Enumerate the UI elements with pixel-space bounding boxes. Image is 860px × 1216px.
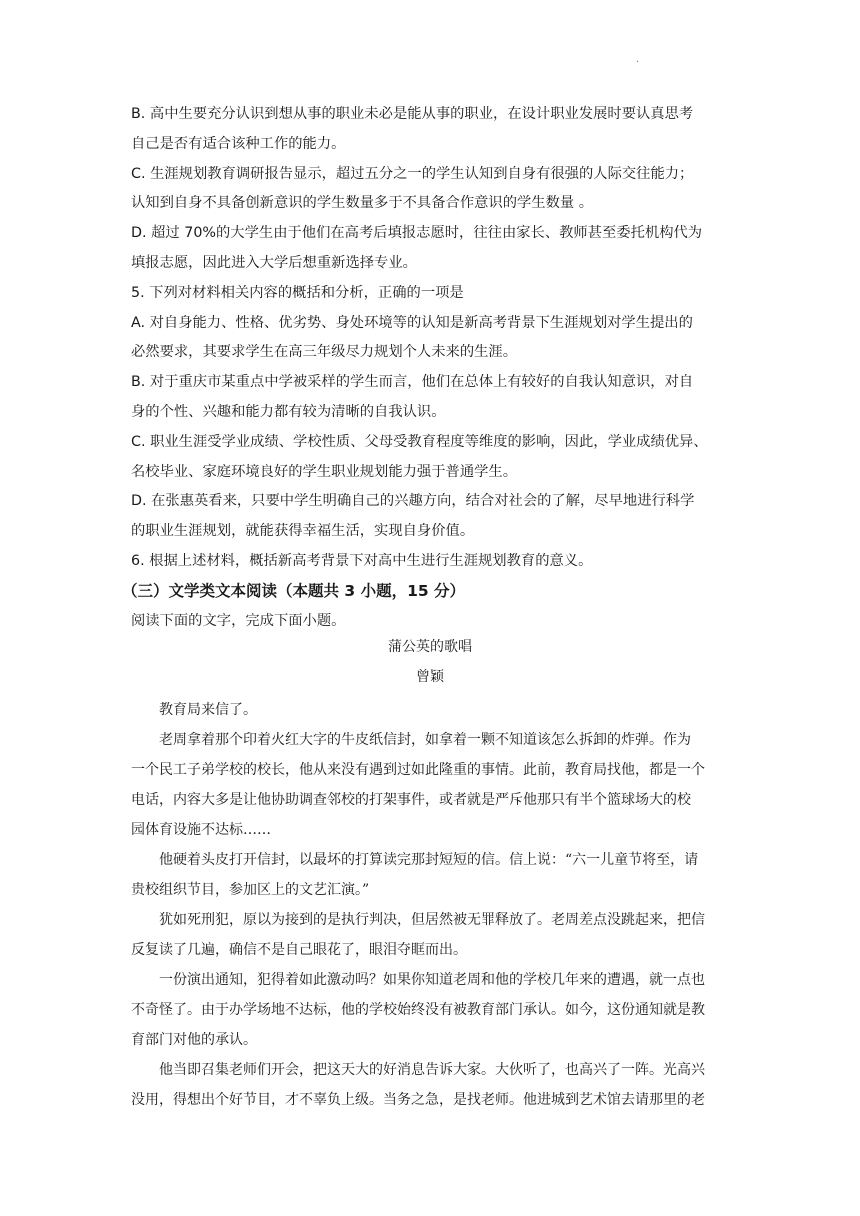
option-b4-line2: 自己是否有适合该种工作的能力。 (131, 135, 346, 152)
option-a5-line1: A. 对自身能力、性格、优劣势、身处环境等的认知是新高考背景下生涯规划对学生提出的 (131, 314, 693, 331)
story-paragraph-3-line-2: 贵校组织节目，参加区上的文艺汇演。” (131, 882, 370, 898)
header-dot: . (636, 54, 640, 65)
story-paragraph-2-line-3: 电话，内容大多是让他协助调查邻校的打架事件，或者就是严斥他那只有半个篮球场大的校 (131, 792, 691, 808)
story-paragraph-2-line-2: 一个民工子弟学校的校长，他从来没有遇到过如此隆重的事情。此前，教育局找他，都是一个 (131, 762, 705, 778)
option-d5-line2: 的职业生涯规划，就能获得幸福生活，实现自身价值。 (131, 523, 475, 540)
story-paragraph-3-line-1: 他硬着头皮打开信封，以最坏的打算读完那封短短的信。信上说：“六一儿童节将至，请 (159, 852, 699, 868)
story-author: 曾颖 (416, 669, 444, 685)
option-a5-line2: 必然要求，其要求学生在高三年级尽力规划个人未来的生涯。 (131, 344, 518, 361)
story-paragraph-5-line-3: 育部门对他的承认。 (131, 1032, 257, 1048)
story-paragraph-1-line-1: 教育局来信了。 (159, 702, 257, 718)
question-6: 6. 根据上述材料，概括新高考背景下对高中生进行生涯规划教育的意义。 (131, 552, 593, 569)
option-b5-line2: 身的个性、兴趣和能力都有较为清晰的自我认识。 (131, 403, 446, 420)
story-paragraph-6-line-2: 没用，得想出个好节目，才不辜负上级。当务之急，是找老师。他进城到艺术馆去请那里的老 (131, 1092, 705, 1108)
story-title: 蒲公英的歌唱 (388, 639, 472, 655)
option-d5-line1: D. 在张惠英看来，只要中学生明确自己的兴趣方向，结合对社会的了解，尽早地进行科学 (131, 493, 695, 510)
question-block (122, 100, 731, 636)
option-b5-line1: B. 对于重庆市某重点中学被采样的学生而言，他们在总体上有较好的自我认知意识，对自 (131, 374, 694, 391)
story-paragraph-5-line-1: 一份演出通知，犯得着如此激动吗？如果你知道老周和他的学校几年来的遭遇，就一点也 (159, 972, 705, 988)
story-paragraph-2-line-4: 园体育设施不达标…… (131, 822, 271, 838)
section-heading: （三）文学类文本阅读（本题共 3 小题，15 分） (122, 581, 466, 600)
question-5: 5. 下列对材料相关内容的概括和分析，正确的一项是 (131, 284, 464, 301)
option-d4-line2: 填报志愿，因此进入大学后想重新选择专业。 (131, 254, 417, 271)
story-paragraph-2-line-1: 老周拿着那个印着火红大字的牛皮纸信封，如拿着一颗不知道该怎么拆卸的炸弹。作为 (159, 732, 691, 748)
story-paragraph-5-line-2: 不奇怪了。由于办学场地不达标，他的学校始终没有被教育部门承认。如今，这份通知就是教 (131, 1002, 705, 1018)
option-c4-line1: C. 生涯规划教育调研报告显示，超过五分之一的学生认知到自身有很强的人际交往能力； (131, 165, 694, 182)
story-paragraph-4-line-2: 反复读了几遍，确信不是自己眼花了，眼泪夺眶而出。 (131, 942, 467, 958)
story-body (131, 695, 731, 1115)
option-c5-line1: C. 职业生涯受学业成绩、学校性质、父母受教育程度等维度的影响，因此，学业成绩优异、 (131, 433, 708, 450)
option-b4-line1: B. 高中生要充分认识到想从事的职业未必是能从事的职业，在设计职业发展时要认真思考 (131, 106, 694, 122)
story-paragraph-4-line-1: 犹如死刑犯，原以为接到的是执行判决，但居然被无罪释放了。老周差点没跳起来，把信 (159, 912, 705, 928)
section-instruction: 阅读下面的文字，完成下面小题。 (131, 612, 346, 629)
option-c5-line2: 名校毕业、家庭环境良好的学生职业规划能力强于普通学生。 (131, 463, 518, 480)
story-paragraph-6-line-1: 他当即召集老师们开会，把这天大的好消息告诉大家。大伙听了，也高兴了一阵。光高兴 (159, 1062, 705, 1078)
option-c4-line2: 认知到自身不具备创新意识的学生数量多于不具备合作意识的学生数量 。 (131, 195, 594, 212)
option-d4-line1: D. 超过 70%的大学生由于他们在高考后填报志愿时，往往由家长、教师甚至委托机构代为 (131, 225, 703, 242)
